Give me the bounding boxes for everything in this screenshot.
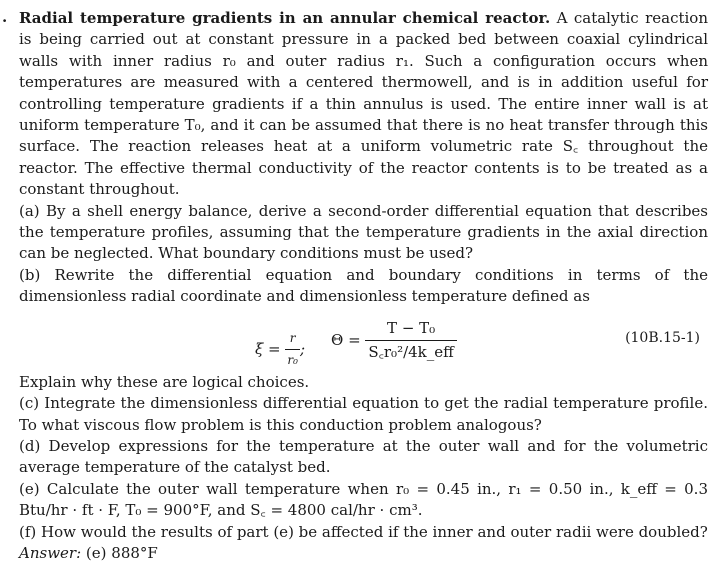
problem-text bbox=[19, 8, 708, 564]
xi-fraction bbox=[285, 328, 300, 372]
equation-10b-15-1 bbox=[19, 312, 708, 366]
part-b-followup: Explain why these are logical choices. bbox=[19, 372, 310, 391]
part-d: (d) Develop expressions for the temperature at the outer wall and for the volumetric average temperature of the catalyst bed. bbox=[19, 436, 708, 477]
xi-denominator: r₀ bbox=[287, 353, 298, 368]
theta-denominator: S꜀r₀²/4k_eff bbox=[368, 343, 454, 362]
part-c: (c) Integrate the dimensionless differential equation to get the radial temperature profile. To what viscous flow problem is this conduction problem analogous? bbox=[19, 394, 708, 434]
xi-numerator: r bbox=[285, 328, 300, 350]
theta-definition bbox=[331, 318, 457, 364]
part-a: (a) By a shell energy balance, derive a second-order differential equation that describes the temperature profiles, assuming that the temperature gradients in the axial direction can be neglected. What boundary conditions must be used? bbox=[19, 201, 708, 263]
part-f: (f) How would the results of part (e) be affected if the inner and outer radii were doubled? bbox=[19, 522, 708, 541]
problem-intro-paragraph bbox=[19, 8, 708, 201]
problem-title: Radial temperature gradients in an annular chemical reactor. bbox=[19, 9, 551, 27]
problem-intro: A catalytic reaction is being carried out at constant pressure in a packed bed between coaxial cylindrical walls with inner radius r₀ and outer radius r₁. Such a configuration occurs when temperatures are measured with a centered thermowell, and is in addition useful for controlling temperature gradients if a thin annulus is used. The entire inner wall is at uniform temperature T₀, and it can be assumed that there is no heat transfer through this surface. The reaction releases heat at a uniform volumetric rate S꜀ throughout the reactor. The effective thermal conductivity of the reactor contents is to be treated as a constant throughout. bbox=[19, 9, 708, 199]
xi-definition bbox=[255, 328, 305, 372]
theta-fraction bbox=[365, 318, 456, 364]
theta-lhs: Θ = bbox=[331, 330, 361, 349]
part-b: (b) Rewrite the differential equation and boundary conditions in terms of the dimensionless radial coordinate and dimensionless temperature defined as bbox=[19, 265, 708, 306]
xi-lhs: ξ = bbox=[255, 339, 281, 358]
answer-line bbox=[19, 543, 708, 564]
answer-label: Answer: bbox=[19, 543, 82, 562]
xi-separator: ; bbox=[299, 339, 305, 358]
part-e: (e) Calculate the outer wall temperature when r₀ = 0.45 in., r₁ = 0.50 in., k_eff = 0.3 Btu/hr · ft · F, T₀ = 900°F, and S꜀ = 4800 cal/hr · cm³. bbox=[19, 479, 708, 520]
answer-value: (e) 888°F bbox=[85, 543, 158, 562]
equation-number: (10B.15-1) bbox=[625, 329, 700, 346]
problem-bullet: . bbox=[2, 8, 8, 26]
theta-numerator: T − T₀ bbox=[365, 318, 456, 341]
